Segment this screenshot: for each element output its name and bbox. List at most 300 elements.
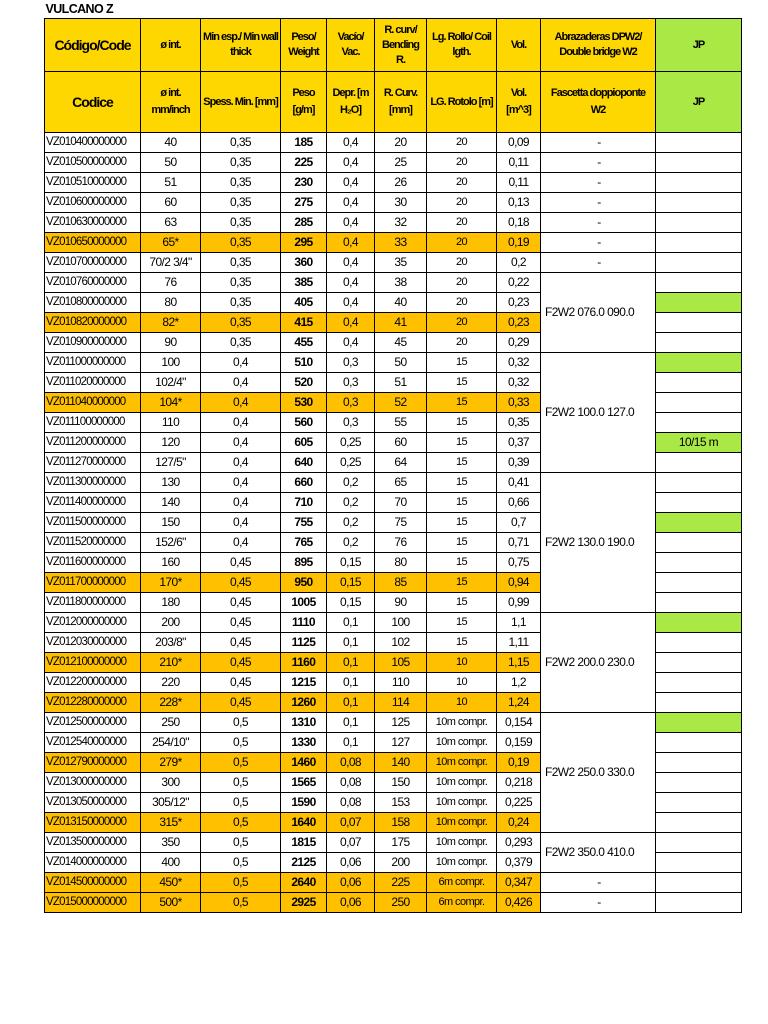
inner-diameter-cell: 210* — [141, 653, 201, 673]
min-wall-thickness-cell: 0,5 — [201, 873, 281, 893]
product-code-cell: VZ012030000000 — [45, 633, 141, 653]
col-header-weight: Peso/ Weight — [281, 19, 327, 72]
min-wall-thickness-cell: 0,35 — [201, 293, 281, 313]
min-wall-thickness-cell: 0,5 — [201, 753, 281, 773]
min-wall-thickness-cell: 0,35 — [201, 313, 281, 333]
bending-radius-cell: 45 — [375, 333, 427, 353]
jp-cell — [656, 253, 742, 273]
volume-cell: 0,39 — [497, 453, 541, 473]
coil-length-cell: 15 — [427, 353, 497, 373]
jp-cell — [656, 753, 742, 773]
vacuum-cell: 0,07 — [327, 833, 375, 853]
bending-radius-cell: 55 — [375, 413, 427, 433]
vacuum-cell: 0,2 — [327, 473, 375, 493]
coil-length-cell: 15 — [427, 413, 497, 433]
volume-cell: 0,35 — [497, 413, 541, 433]
jp-cell — [656, 673, 742, 693]
coil-length-cell: 20 — [427, 233, 497, 253]
bending-radius-cell: 250 — [375, 893, 427, 913]
inner-diameter-cell: 80 — [141, 293, 201, 313]
product-code-cell: VZ011000000000 — [45, 353, 141, 373]
volume-cell: 0,293 — [497, 833, 541, 853]
product-code-cell: VZ012100000000 — [45, 653, 141, 673]
weight-cell: 510 — [281, 353, 327, 373]
coil-length-cell: 15 — [427, 613, 497, 633]
coil-length-cell: 20 — [427, 273, 497, 293]
clamp-cell: - — [541, 153, 656, 173]
min-wall-thickness-cell: 0,4 — [201, 413, 281, 433]
jp-cell — [656, 473, 742, 493]
inner-diameter-cell: 450* — [141, 873, 201, 893]
clamp-cell: - — [541, 133, 656, 153]
vacuum-cell: 0,3 — [327, 413, 375, 433]
min-wall-thickness-cell: 0,45 — [201, 573, 281, 593]
bending-radius-cell: 225 — [375, 873, 427, 893]
weight-cell: 455 — [281, 333, 327, 353]
volume-cell: 0,75 — [497, 553, 541, 573]
inner-diameter-cell: 65* — [141, 233, 201, 253]
col-header-int-unit: ø int. mm/inch — [141, 72, 201, 133]
col-header-jp: JP — [656, 19, 742, 72]
min-wall-thickness-cell: 0,4 — [201, 533, 281, 553]
min-wall-thickness-cell: 0,35 — [201, 253, 281, 273]
jp-cell — [656, 213, 742, 233]
product-code-cell: VZ011500000000 — [45, 513, 141, 533]
inner-diameter-cell: 350 — [141, 833, 201, 853]
bending-radius-cell: 25 — [375, 153, 427, 173]
header-row-en — [45, 19, 742, 72]
volume-cell: 0,29 — [497, 333, 541, 353]
table-row — [45, 273, 742, 293]
vacuum-cell: 0,1 — [327, 653, 375, 673]
product-code-cell: VZ011400000000 — [45, 493, 141, 513]
coil-length-cell: 20 — [427, 193, 497, 213]
jp-cell: 10/15 m — [656, 433, 742, 453]
jp-cell — [656, 813, 742, 833]
product-code-cell: VZ012540000000 — [45, 733, 141, 753]
clamp-cell: - — [541, 893, 656, 913]
bending-radius-cell: 150 — [375, 773, 427, 793]
weight-cell: 360 — [281, 253, 327, 273]
coil-length-cell: 20 — [427, 133, 497, 153]
jp-cell — [656, 573, 742, 593]
jp-cell — [656, 413, 742, 433]
weight-cell: 560 — [281, 413, 327, 433]
min-wall-thickness-cell: 0,4 — [201, 433, 281, 453]
bending-radius-cell: 60 — [375, 433, 427, 453]
bending-radius-cell: 30 — [375, 193, 427, 213]
product-code-cell: VZ012000000000 — [45, 613, 141, 633]
product-code-cell: VZ011300000000 — [45, 473, 141, 493]
volume-cell: 1,24 — [497, 693, 541, 713]
bending-radius-cell: 140 — [375, 753, 427, 773]
col-header-wall: Min esp./ Min wall thick — [201, 19, 281, 72]
inner-diameter-cell: 70/2 3/4" — [141, 253, 201, 273]
coil-length-cell: 15 — [427, 593, 497, 613]
bending-radius-cell: 127 — [375, 733, 427, 753]
bending-radius-cell: 32 — [375, 213, 427, 233]
table-row — [45, 713, 742, 733]
col-header-int: ø int. — [141, 19, 201, 72]
weight-cell: 1590 — [281, 793, 327, 813]
volume-cell: 0,41 — [497, 473, 541, 493]
bending-radius-cell: 26 — [375, 173, 427, 193]
min-wall-thickness-cell: 0,5 — [201, 713, 281, 733]
weight-cell: 1460 — [281, 753, 327, 773]
coil-length-cell: 10m compr. — [427, 773, 497, 793]
weight-cell: 385 — [281, 273, 327, 293]
table-row — [45, 833, 742, 853]
min-wall-thickness-cell: 0,5 — [201, 733, 281, 753]
clamp-cell: - — [541, 253, 656, 273]
bending-radius-cell: 158 — [375, 813, 427, 833]
title-row — [45, 0, 742, 19]
inner-diameter-cell: 300 — [141, 773, 201, 793]
weight-cell: 1005 — [281, 593, 327, 613]
sheet-title: VULCANO Z — [45, 0, 141, 19]
clamp-cell: F2W2 200.0 230.0 — [541, 613, 656, 713]
col-header-roll-unit: LG. Rotolo [m] — [427, 72, 497, 133]
volume-cell: 0,22 — [497, 273, 541, 293]
clamp-cell: - — [541, 873, 656, 893]
weight-cell: 275 — [281, 193, 327, 213]
jp-cell — [656, 793, 742, 813]
inner-diameter-cell: 90 — [141, 333, 201, 353]
volume-cell: 0,09 — [497, 133, 541, 153]
vacuum-cell: 0,4 — [327, 273, 375, 293]
product-table — [44, 0, 742, 913]
table-row — [45, 893, 742, 913]
table-row — [45, 153, 742, 173]
inner-diameter-cell: 220 — [141, 673, 201, 693]
inner-diameter-cell: 102/4" — [141, 373, 201, 393]
jp-cell — [656, 553, 742, 573]
table-row — [45, 213, 742, 233]
coil-length-cell: 10m compr. — [427, 753, 497, 773]
clamp-cell: F2W2 100.0 127.0 — [541, 353, 656, 473]
jp-cell — [656, 893, 742, 913]
volume-cell: 0,347 — [497, 873, 541, 893]
inner-diameter-cell: 50 — [141, 153, 201, 173]
vacuum-cell: 0,4 — [327, 193, 375, 213]
min-wall-thickness-cell: 0,35 — [201, 153, 281, 173]
min-wall-thickness-cell: 0,45 — [201, 673, 281, 693]
volume-cell: 0,218 — [497, 773, 541, 793]
jp-cell — [656, 493, 742, 513]
volume-cell: 0,426 — [497, 893, 541, 913]
inner-diameter-cell: 127/5" — [141, 453, 201, 473]
product-code-cell: VZ013500000000 — [45, 833, 141, 853]
jp-cell — [656, 733, 742, 753]
product-code-cell: VZ013000000000 — [45, 773, 141, 793]
volume-cell: 0,11 — [497, 173, 541, 193]
min-wall-thickness-cell: 0,4 — [201, 393, 281, 413]
table-row — [45, 173, 742, 193]
vacuum-cell: 0,15 — [327, 573, 375, 593]
min-wall-thickness-cell: 0,5 — [201, 893, 281, 913]
coil-length-cell: 15 — [427, 553, 497, 573]
jp-cell — [656, 873, 742, 893]
inner-diameter-cell: 104* — [141, 393, 201, 413]
min-wall-thickness-cell: 0,5 — [201, 813, 281, 833]
min-wall-thickness-cell: 0,45 — [201, 693, 281, 713]
bending-radius-cell: 85 — [375, 573, 427, 593]
weight-cell: 1110 — [281, 613, 327, 633]
product-code-cell: VZ010400000000 — [45, 133, 141, 153]
vacuum-cell: 0,15 — [327, 553, 375, 573]
volume-cell: 0,13 — [497, 193, 541, 213]
weight-cell: 1310 — [281, 713, 327, 733]
weight-cell: 185 — [281, 133, 327, 153]
jp-cell — [656, 133, 742, 153]
inner-diameter-cell: 279* — [141, 753, 201, 773]
coil-length-cell: 15 — [427, 493, 497, 513]
volume-cell: 0,33 — [497, 393, 541, 413]
inner-diameter-cell: 200 — [141, 613, 201, 633]
min-wall-thickness-cell: 0,5 — [201, 853, 281, 873]
vacuum-cell: 0,4 — [327, 133, 375, 153]
volume-cell: 0,11 — [497, 153, 541, 173]
vacuum-cell: 0,4 — [327, 333, 375, 353]
coil-length-cell: 6m compr. — [427, 893, 497, 913]
product-code-cell: VZ012200000000 — [45, 673, 141, 693]
vacuum-cell: 0,1 — [327, 673, 375, 693]
bending-radius-cell: 70 — [375, 493, 427, 513]
bending-radius-cell: 105 — [375, 653, 427, 673]
vacuum-cell: 0,08 — [327, 753, 375, 773]
bending-radius-cell: 100 — [375, 613, 427, 633]
product-code-cell: VZ011020000000 — [45, 373, 141, 393]
jp-cell — [656, 633, 742, 653]
clamp-cell: F2W2 076.0 090.0 — [541, 273, 656, 353]
jp-cell — [656, 713, 742, 733]
min-wall-thickness-cell: 0,35 — [201, 193, 281, 213]
vacuum-cell: 0,1 — [327, 633, 375, 653]
jp-cell — [656, 173, 742, 193]
inner-diameter-cell: 305/12" — [141, 793, 201, 813]
product-code-cell: VZ010650000000 — [45, 233, 141, 253]
vacuum-cell: 0,08 — [327, 793, 375, 813]
inner-diameter-cell: 40 — [141, 133, 201, 153]
product-code-cell: VZ011040000000 — [45, 393, 141, 413]
product-code-cell: VZ011270000000 — [45, 453, 141, 473]
col-header-vol: Vol. — [497, 19, 541, 72]
volume-cell: 0,154 — [497, 713, 541, 733]
col-header-codice: Codice — [45, 72, 141, 133]
jp-cell — [656, 613, 742, 633]
jp-cell — [656, 773, 742, 793]
coil-length-cell: 20 — [427, 293, 497, 313]
product-code-cell: VZ012280000000 — [45, 693, 141, 713]
product-code-cell: VZ013150000000 — [45, 813, 141, 833]
volume-cell: 1,15 — [497, 653, 541, 673]
inner-diameter-cell: 120 — [141, 433, 201, 453]
bending-radius-cell: 76 — [375, 533, 427, 553]
min-wall-thickness-cell: 0,4 — [201, 453, 281, 473]
coil-length-cell: 10m compr. — [427, 713, 497, 733]
volume-cell: 0,19 — [497, 233, 541, 253]
weight-cell: 710 — [281, 493, 327, 513]
weight-cell: 1260 — [281, 693, 327, 713]
volume-cell: 0,23 — [497, 293, 541, 313]
weight-cell: 755 — [281, 513, 327, 533]
coil-length-cell: 10m compr. — [427, 733, 497, 753]
coil-length-cell: 15 — [427, 513, 497, 533]
jp-cell — [656, 313, 742, 333]
volume-cell: 1,11 — [497, 633, 541, 653]
product-code-cell: VZ011800000000 — [45, 593, 141, 613]
vacuum-cell: 0,1 — [327, 613, 375, 633]
vacuum-cell: 0,4 — [327, 233, 375, 253]
table-row — [45, 133, 742, 153]
weight-cell: 2125 — [281, 853, 327, 873]
coil-length-cell: 15 — [427, 573, 497, 593]
coil-length-cell: 15 — [427, 433, 497, 453]
col-header-wall-unit: Spess. Min. [mm] — [201, 72, 281, 133]
inner-diameter-cell: 170* — [141, 573, 201, 593]
weight-cell: 1640 — [281, 813, 327, 833]
clamp-cell: F2W2 130.0 190.0 — [541, 473, 656, 613]
weight-cell: 605 — [281, 433, 327, 453]
volume-cell: 0,225 — [497, 793, 541, 813]
min-wall-thickness-cell: 0,5 — [201, 773, 281, 793]
vacuum-cell: 0,1 — [327, 713, 375, 733]
volume-cell: 0,32 — [497, 373, 541, 393]
bending-radius-cell: 40 — [375, 293, 427, 313]
weight-cell: 1815 — [281, 833, 327, 853]
weight-cell: 405 — [281, 293, 327, 313]
coil-length-cell: 15 — [427, 473, 497, 493]
clamp-cell: F2W2 250.0 330.0 — [541, 713, 656, 833]
coil-length-cell: 20 — [427, 313, 497, 333]
coil-length-cell: 10m compr. — [427, 853, 497, 873]
product-code-cell: VZ010700000000 — [45, 253, 141, 273]
jp-cell — [656, 833, 742, 853]
col-header-bend: R. curv/ Bending R. — [375, 19, 427, 72]
inner-diameter-cell: 250 — [141, 713, 201, 733]
volume-cell: 0,18 — [497, 213, 541, 233]
col-header-roll: Lg. Rollo/ Coil lgth. — [427, 19, 497, 72]
min-wall-thickness-cell: 0,4 — [201, 473, 281, 493]
bending-radius-cell: 50 — [375, 353, 427, 373]
coil-length-cell: 15 — [427, 633, 497, 653]
volume-cell: 0,32 — [497, 353, 541, 373]
vacuum-cell: 0,4 — [327, 253, 375, 273]
inner-diameter-cell: 152/6" — [141, 533, 201, 553]
coil-length-cell: 10m compr. — [427, 813, 497, 833]
inner-diameter-cell: 76 — [141, 273, 201, 293]
weight-cell: 640 — [281, 453, 327, 473]
weight-cell: 415 — [281, 313, 327, 333]
min-wall-thickness-cell: 0,35 — [201, 273, 281, 293]
coil-length-cell: 15 — [427, 453, 497, 473]
coil-length-cell: 20 — [427, 213, 497, 233]
table-row — [45, 233, 742, 253]
min-wall-thickness-cell: 0,45 — [201, 653, 281, 673]
coil-length-cell: 10 — [427, 673, 497, 693]
inner-diameter-cell: 140 — [141, 493, 201, 513]
col-header-clamp: Abrazaderas DPW2/ Double bridge W2 — [541, 19, 656, 72]
product-code-cell: VZ011700000000 — [45, 573, 141, 593]
clamp-cell: - — [541, 233, 656, 253]
min-wall-thickness-cell: 0,5 — [201, 793, 281, 813]
min-wall-thickness-cell: 0,45 — [201, 553, 281, 573]
inner-diameter-cell: 203/8" — [141, 633, 201, 653]
spec-sheet — [44, 0, 742, 913]
min-wall-thickness-cell: 0,4 — [201, 493, 281, 513]
bending-radius-cell: 80 — [375, 553, 427, 573]
volume-cell: 0,37 — [497, 433, 541, 453]
bending-radius-cell: 20 — [375, 133, 427, 153]
weight-cell: 1330 — [281, 733, 327, 753]
product-code-cell: VZ012790000000 — [45, 753, 141, 773]
volume-cell: 0,379 — [497, 853, 541, 873]
weight-cell: 2640 — [281, 873, 327, 893]
min-wall-thickness-cell: 0,35 — [201, 333, 281, 353]
volume-cell: 0,2 — [497, 253, 541, 273]
coil-length-cell: 15 — [427, 373, 497, 393]
inner-diameter-cell: 150 — [141, 513, 201, 533]
inner-diameter-cell: 130 — [141, 473, 201, 493]
min-wall-thickness-cell: 0,35 — [201, 213, 281, 233]
coil-length-cell: 15 — [427, 393, 497, 413]
table-row — [45, 613, 742, 633]
vacuum-cell: 0,25 — [327, 433, 375, 453]
product-code-cell: VZ015000000000 — [45, 893, 141, 913]
vacuum-cell: 0,4 — [327, 293, 375, 313]
weight-cell: 285 — [281, 213, 327, 233]
table-row — [45, 193, 742, 213]
coil-length-cell: 20 — [427, 173, 497, 193]
weight-cell: 520 — [281, 373, 327, 393]
weight-cell: 765 — [281, 533, 327, 553]
min-wall-thickness-cell: 0,35 — [201, 133, 281, 153]
bending-radius-cell: 64 — [375, 453, 427, 473]
jp-cell — [656, 373, 742, 393]
vacuum-cell: 0,25 — [327, 453, 375, 473]
weight-cell: 1125 — [281, 633, 327, 653]
inner-diameter-cell: 500* — [141, 893, 201, 913]
coil-length-cell: 10m compr. — [427, 793, 497, 813]
clamp-cell: - — [541, 173, 656, 193]
volume-cell: 0,94 — [497, 573, 541, 593]
volume-cell: 0,66 — [497, 493, 541, 513]
coil-length-cell: 10 — [427, 653, 497, 673]
product-code-cell: VZ011520000000 — [45, 533, 141, 553]
inner-diameter-cell: 160 — [141, 553, 201, 573]
clamp-cell: - — [541, 213, 656, 233]
bending-radius-cell: 102 — [375, 633, 427, 653]
weight-cell: 1215 — [281, 673, 327, 693]
bending-radius-cell: 125 — [375, 713, 427, 733]
bending-radius-cell: 51 — [375, 373, 427, 393]
volume-cell: 1,1 — [497, 613, 541, 633]
jp-cell — [656, 533, 742, 553]
vacuum-cell: 0,06 — [327, 893, 375, 913]
bending-radius-cell: 38 — [375, 273, 427, 293]
volume-cell: 0,71 — [497, 533, 541, 553]
bending-radius-cell: 200 — [375, 853, 427, 873]
coil-length-cell: 20 — [427, 153, 497, 173]
product-code-cell: VZ010820000000 — [45, 313, 141, 333]
vacuum-cell: 0,3 — [327, 393, 375, 413]
coil-length-cell: 6m compr. — [427, 873, 497, 893]
jp-cell — [656, 353, 742, 373]
clamp-cell: F2W2 350.0 410.0 — [541, 833, 656, 873]
min-wall-thickness-cell: 0,45 — [201, 633, 281, 653]
vacuum-cell: 0,1 — [327, 733, 375, 753]
min-wall-thickness-cell: 0,35 — [201, 173, 281, 193]
